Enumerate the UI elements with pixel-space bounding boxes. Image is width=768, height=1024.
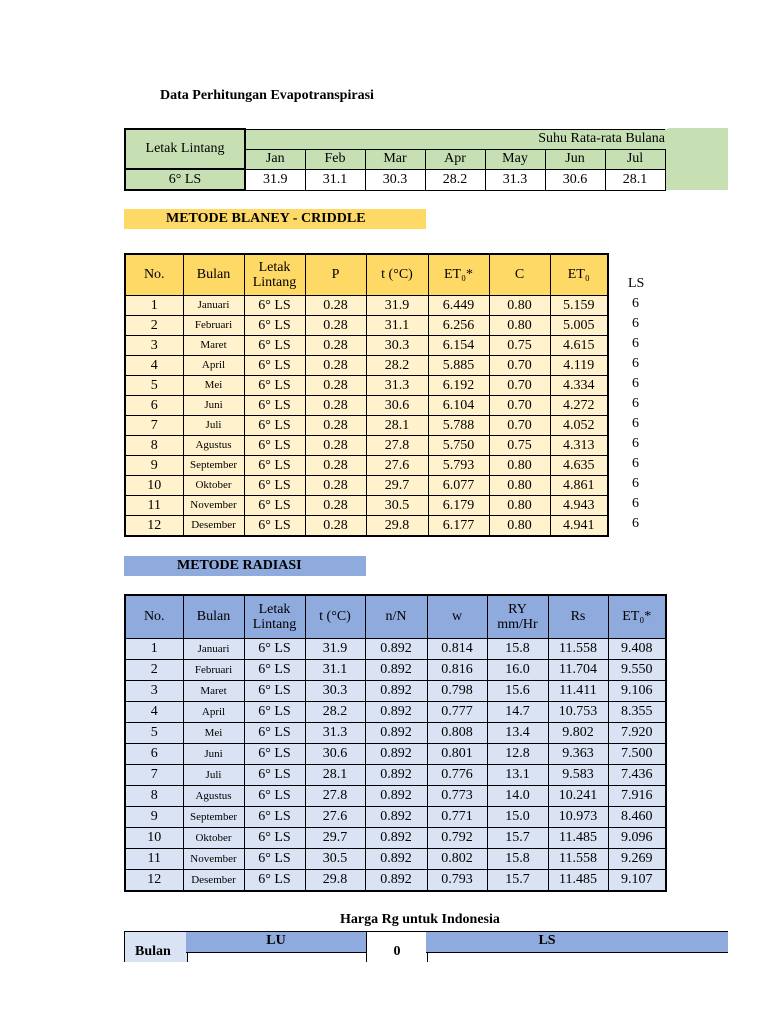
rad-cell: 10.241 [548,786,608,807]
rad-cell: 0.798 [427,681,487,702]
bc-cell: 7 [125,416,183,436]
rad-cell: 8.355 [608,702,666,723]
rad-cell: 12.8 [487,744,548,765]
bc-cell: 0.28 [305,336,366,356]
rad-cell: 31.3 [305,723,365,744]
rg-lu-header [186,931,366,953]
rg-zero-cell [366,931,428,962]
bc-cell: 0.75 [489,436,550,456]
rad-cell: 14.0 [487,786,548,807]
bc-cell: 6.179 [428,496,489,516]
bc-cell: Oktober [183,476,244,496]
rad-cell: 9.802 [548,723,608,744]
rad-cell: 8 [125,786,183,807]
rad-cell: 9.583 [548,765,608,786]
bc-cell: 6° LS [244,496,305,516]
rad-cell: 0.816 [427,660,487,681]
rad-cell: 9.269 [608,849,666,870]
suhu-value-6: 30.6 [545,169,605,190]
rad-cell: 11 [125,849,183,870]
bc-header-3: P [305,254,366,296]
rad-cell: 30.5 [305,849,365,870]
rad-cell: 9 [125,807,183,828]
bc-cell: April [183,356,244,376]
rad-cell: 31.1 [305,660,365,681]
rad-cell: 7 [125,765,183,786]
rad-header-7: Rs [548,595,608,639]
rad-cell: 28.1 [305,765,365,786]
rad-cell: 6° LS [244,786,305,807]
bc-cell: 6° LS [244,316,305,336]
suhu-value-2: 31.1 [305,169,365,190]
bc-cell: 6.104 [428,396,489,416]
suhu-month-4: Apr [425,149,485,169]
ls-value: 6 [632,456,639,471]
rad-cell: 0.892 [365,786,427,807]
rad-cell: 7.500 [608,744,666,765]
bc-cell: 2 [125,316,183,336]
bc-header-0: No. [125,254,183,296]
table-row [125,396,608,416]
suhu-month-2: Feb [305,149,365,169]
bc-cell: 6° LS [244,336,305,356]
rad-cell: 13.1 [487,765,548,786]
rad-cell: 6° LS [244,639,305,660]
bc-cell: Januari [183,296,244,316]
bc-cell: 31.9 [366,296,428,316]
table-row [125,316,608,336]
rad-cell: 15.8 [487,639,548,660]
table-row [125,681,666,702]
bc-cell: September [183,456,244,476]
bc-cell: 0.70 [489,356,550,376]
rad-cell: 8.460 [608,807,666,828]
ls-value: 6 [632,356,639,371]
bc-cell: 10 [125,476,183,496]
bc-cell: 4.334 [550,376,608,396]
rad-cell: 11.485 [548,828,608,849]
ls-value: 6 [632,396,639,411]
bc-cell: 6.177 [428,516,489,537]
rg-title: Harga Rg untuk Indonesia [340,912,500,927]
blaney-criddle-table [124,253,609,537]
rad-header-3: t (°C) [305,595,365,639]
bc-cell: 28.2 [366,356,428,376]
table-row [125,765,666,786]
rad-header-6: RY mm/Hr [487,595,548,639]
bc-header-4: t (°C) [366,254,428,296]
rad-cell: 6° LS [244,660,305,681]
rad-cell: 3 [125,681,183,702]
table-row [125,828,666,849]
bc-cell: 30.6 [366,396,428,416]
rad-cell: 6 [125,744,183,765]
bc-cell: 0.80 [489,456,550,476]
rad-cell: 11.485 [548,870,608,892]
bc-cell: 5.750 [428,436,489,456]
rad-cell: 11.704 [548,660,608,681]
rad-cell: 6° LS [244,828,305,849]
bc-header-6: C [489,254,550,296]
bc-cell: Juni [183,396,244,416]
bc-cell: 28.1 [366,416,428,436]
rad-cell: 16.0 [487,660,548,681]
rad-cell: September [183,807,244,828]
bc-cell: 0.28 [305,416,366,436]
bc-cell: 30.5 [366,496,428,516]
bc-cell: Maret [183,336,244,356]
rad-cell: 9.096 [608,828,666,849]
bc-cell: 0.28 [305,516,366,537]
bc-cell: 6.192 [428,376,489,396]
rad-header-5: w [427,595,487,639]
table-row [125,376,608,396]
bc-cell: 0.28 [305,456,366,476]
rad-cell: 0.892 [365,660,427,681]
suhu-month-7: Jul [605,149,665,169]
bc-cell: 5.788 [428,416,489,436]
bc-cell: 5.793 [428,456,489,476]
bc-cell: 30.3 [366,336,428,356]
bc-cell: 0.28 [305,476,366,496]
rad-cell: 9.107 [608,870,666,892]
rad-header-0: No. [125,595,183,639]
rad-cell: Juli [183,765,244,786]
rad-cell: 10.753 [548,702,608,723]
rg-ls-label: LS [538,933,556,948]
bc-cell: 0.75 [489,336,550,356]
bc-cell: 31.1 [366,316,428,336]
rad-cell: 15.6 [487,681,548,702]
bc-cell: 6° LS [244,516,305,537]
bc-cell: 29.8 [366,516,428,537]
bc-cell: 9 [125,456,183,476]
bc-cell: 4.052 [550,416,608,436]
rad-cell: November [183,849,244,870]
bc-cell: 5.005 [550,316,608,336]
rad-cell: 6° LS [244,765,305,786]
bc-cell: 0.28 [305,316,366,336]
bc-header-7: ET₀ [550,254,608,296]
bc-cell: 4.861 [550,476,608,496]
table-row [125,786,666,807]
rg-zero-label: 0 [393,944,401,959]
table-row [125,456,608,476]
rad-cell: 0.892 [365,849,427,870]
rad-cell: 0.892 [365,870,427,892]
bc-cell: 6° LS [244,436,305,456]
rad-cell: Oktober [183,828,244,849]
bc-cell: 6° LS [244,476,305,496]
rad-cell: 0.777 [427,702,487,723]
rad-cell: 11.411 [548,681,608,702]
table-row [125,416,608,436]
bc-cell: 0.80 [489,476,550,496]
rad-cell: 9.106 [608,681,666,702]
rad-cell: 0.892 [365,765,427,786]
suhu-value-5: 31.3 [485,169,545,190]
rad-cell: 10.973 [548,807,608,828]
page-title: Data Perhitungan Evapotranspirasi [160,88,374,103]
ls-value: 6 [632,296,639,311]
rad-cell: 0.892 [365,744,427,765]
rad-header-4: n/N [365,595,427,639]
bc-cell: 8 [125,436,183,456]
rad-cell: 15.0 [487,807,548,828]
table-row [125,516,608,537]
rad-cell: Maret [183,681,244,702]
bc-cell: 27.8 [366,436,428,456]
section-blaney-criddle-label: METODE BLANEY - CRIDDLE [166,211,366,226]
bc-cell: 4.313 [550,436,608,456]
rad-cell: 9.363 [548,744,608,765]
bc-cell: 6° LS [244,456,305,476]
table-row [125,336,608,356]
rad-cell: 11.558 [548,639,608,660]
rad-cell: Mei [183,723,244,744]
bc-cell: 6.077 [428,476,489,496]
rad-cell: 0.792 [427,828,487,849]
bc-cell: 4.272 [550,396,608,416]
rad-cell: 7.920 [608,723,666,744]
suhu-month-3: Mar [365,149,425,169]
bc-cell: 0.80 [489,496,550,516]
table-row [125,639,666,660]
bc-cell: 5 [125,376,183,396]
ls-value: 6 [632,496,639,511]
section-blaney-criddle [124,209,426,229]
ls-value: 6 [632,436,639,451]
bc-cell: 11 [125,496,183,516]
rad-cell: 28.2 [305,702,365,723]
bc-cell: 6 [125,396,183,416]
rad-cell: 0.808 [427,723,487,744]
bc-cell: 4.941 [550,516,608,537]
bc-cell: Februari [183,316,244,336]
table-row [125,476,608,496]
rad-cell: 29.7 [305,828,365,849]
bc-cell: 31.3 [366,376,428,396]
rad-cell: 0.892 [365,702,427,723]
radiasi-table [124,594,667,892]
bc-cell: 4.119 [550,356,608,376]
bc-cell: 0.28 [305,376,366,396]
rad-cell: 6° LS [244,681,305,702]
rad-cell: 11.558 [548,849,608,870]
bc-cell: Mei [183,376,244,396]
rad-cell: Desember [183,870,244,892]
bc-cell: 0.80 [489,296,550,316]
suhu-month-6: Jun [545,149,605,169]
bc-cell: 6° LS [244,296,305,316]
rad-cell: 27.8 [305,786,365,807]
rad-cell: 9.408 [608,639,666,660]
rad-cell: 30.6 [305,744,365,765]
ls-value: 6 [632,476,639,491]
rad-cell: 12 [125,870,183,892]
bc-cell: 0.80 [489,516,550,537]
rad-cell: 6° LS [244,870,305,892]
bc-cell: 6.449 [428,296,489,316]
bc-cell: 6° LS [244,416,305,436]
table-row [125,496,608,516]
bc-header-2: Letak Lintang [244,254,305,296]
bc-cell: 27.6 [366,456,428,476]
bc-cell: 4.635 [550,456,608,476]
rad-cell: 0.793 [427,870,487,892]
suhu-value-3: 30.3 [365,169,425,190]
rad-cell: 0.773 [427,786,487,807]
bc-cell: 6° LS [244,396,305,416]
table-row [125,723,666,744]
table-row [125,807,666,828]
table-row [125,296,608,316]
ls-value: 6 [632,336,639,351]
rad-cell: 14.7 [487,702,548,723]
rad-cell: 0.776 [427,765,487,786]
bc-cell: 0.80 [489,316,550,336]
bc-cell: November [183,496,244,516]
rad-cell: Juni [183,744,244,765]
bc-cell: 0.70 [489,416,550,436]
section-radiasi [124,556,366,576]
bc-cell: 6° LS [244,376,305,396]
bc-cell: 5.885 [428,356,489,376]
suhu-month-5: May [485,149,545,169]
rad-cell: Agustus [183,786,244,807]
letak-lintang-label: Letak Lintang [125,129,245,169]
rad-cell: 27.6 [305,807,365,828]
rad-cell: 29.8 [305,870,365,892]
rad-cell: 10 [125,828,183,849]
bc-cell: 6.154 [428,336,489,356]
suhu-value-4: 28.2 [425,169,485,190]
bc-cell: 1 [125,296,183,316]
bc-header-5: ET₀* [428,254,489,296]
table-row [125,436,608,456]
rg-lu-label: LU [266,933,286,948]
bc-cell: 6.256 [428,316,489,336]
bc-cell: 3 [125,336,183,356]
bc-cell: 12 [125,516,183,537]
rad-cell: 0.771 [427,807,487,828]
rad-cell: 7.916 [608,786,666,807]
bc-cell: Desember [183,516,244,537]
rad-header-1: Bulan [183,595,244,639]
bc-cell: Agustus [183,436,244,456]
letak-lintang-value: 6° LS [125,169,245,190]
rad-cell: 0.802 [427,849,487,870]
rad-cell: 6° LS [244,723,305,744]
rg-bulan-label: Bulan [135,944,171,959]
bc-cell: 6° LS [244,356,305,376]
suhu-header-extension [668,128,728,190]
section-radiasi-label: METODE RADIASI [177,558,302,573]
table-row [125,356,608,376]
bc-header-1: Bulan [183,254,244,296]
suhu-header: Suhu Rata-rata Bulana [245,129,665,149]
rad-cell: 4 [125,702,183,723]
table-row [125,660,666,681]
rad-cell: 6° LS [244,849,305,870]
suhu-value-1: 31.9 [245,169,305,190]
table-row [125,870,666,892]
ls-value: 6 [632,316,639,331]
rad-cell: 0.801 [427,744,487,765]
ls-value: 6 [632,516,639,531]
rad-cell: 0.892 [365,681,427,702]
bc-cell: 29.7 [366,476,428,496]
ls-column-header: LS [628,276,645,291]
rad-cell: 5 [125,723,183,744]
rad-cell: 7.436 [608,765,666,786]
rad-cell: 30.3 [305,681,365,702]
bc-cell: 4.943 [550,496,608,516]
rad-cell: Januari [183,639,244,660]
rad-cell: 0.892 [365,639,427,660]
rad-cell: April [183,702,244,723]
rad-header-8: ET₀* [608,595,666,639]
ls-value: 6 [632,416,639,431]
rg-bulan-cell [124,931,188,962]
table-row [125,849,666,870]
rad-cell: 6° LS [244,744,305,765]
rad-header-2: Letak Lintang [244,595,305,639]
rad-cell: 9.550 [608,660,666,681]
rad-cell: 31.9 [305,639,365,660]
bc-cell: 4 [125,356,183,376]
bc-cell: 0.28 [305,296,366,316]
table-row [125,744,666,765]
rg-ls-header [426,931,728,953]
bc-cell: 0.28 [305,396,366,416]
bc-cell: 0.28 [305,356,366,376]
bc-cell: 0.28 [305,436,366,456]
suhu-month-1: Jan [245,149,305,169]
rad-cell: 0.814 [427,639,487,660]
suhu-table [124,128,670,191]
rad-cell: Februari [183,660,244,681]
rad-cell: 6° LS [244,702,305,723]
bc-cell: 5.159 [550,296,608,316]
rad-cell: 15.7 [487,870,548,892]
rad-cell: 2 [125,660,183,681]
bc-cell: 0.28 [305,496,366,516]
suhu-value-7: 28.1 [605,169,665,190]
bc-cell: 0.70 [489,376,550,396]
rad-cell: 0.892 [365,723,427,744]
bc-cell: Juli [183,416,244,436]
rad-cell: 13.4 [487,723,548,744]
rad-cell: 0.892 [365,807,427,828]
rad-cell: 1 [125,639,183,660]
rad-cell: 15.7 [487,828,548,849]
table-row [125,702,666,723]
ls-value: 6 [632,376,639,391]
bc-cell: 4.615 [550,336,608,356]
rad-cell: 0.892 [365,828,427,849]
rad-cell: 15.8 [487,849,548,870]
rad-cell: 6° LS [244,807,305,828]
bc-cell: 0.70 [489,396,550,416]
